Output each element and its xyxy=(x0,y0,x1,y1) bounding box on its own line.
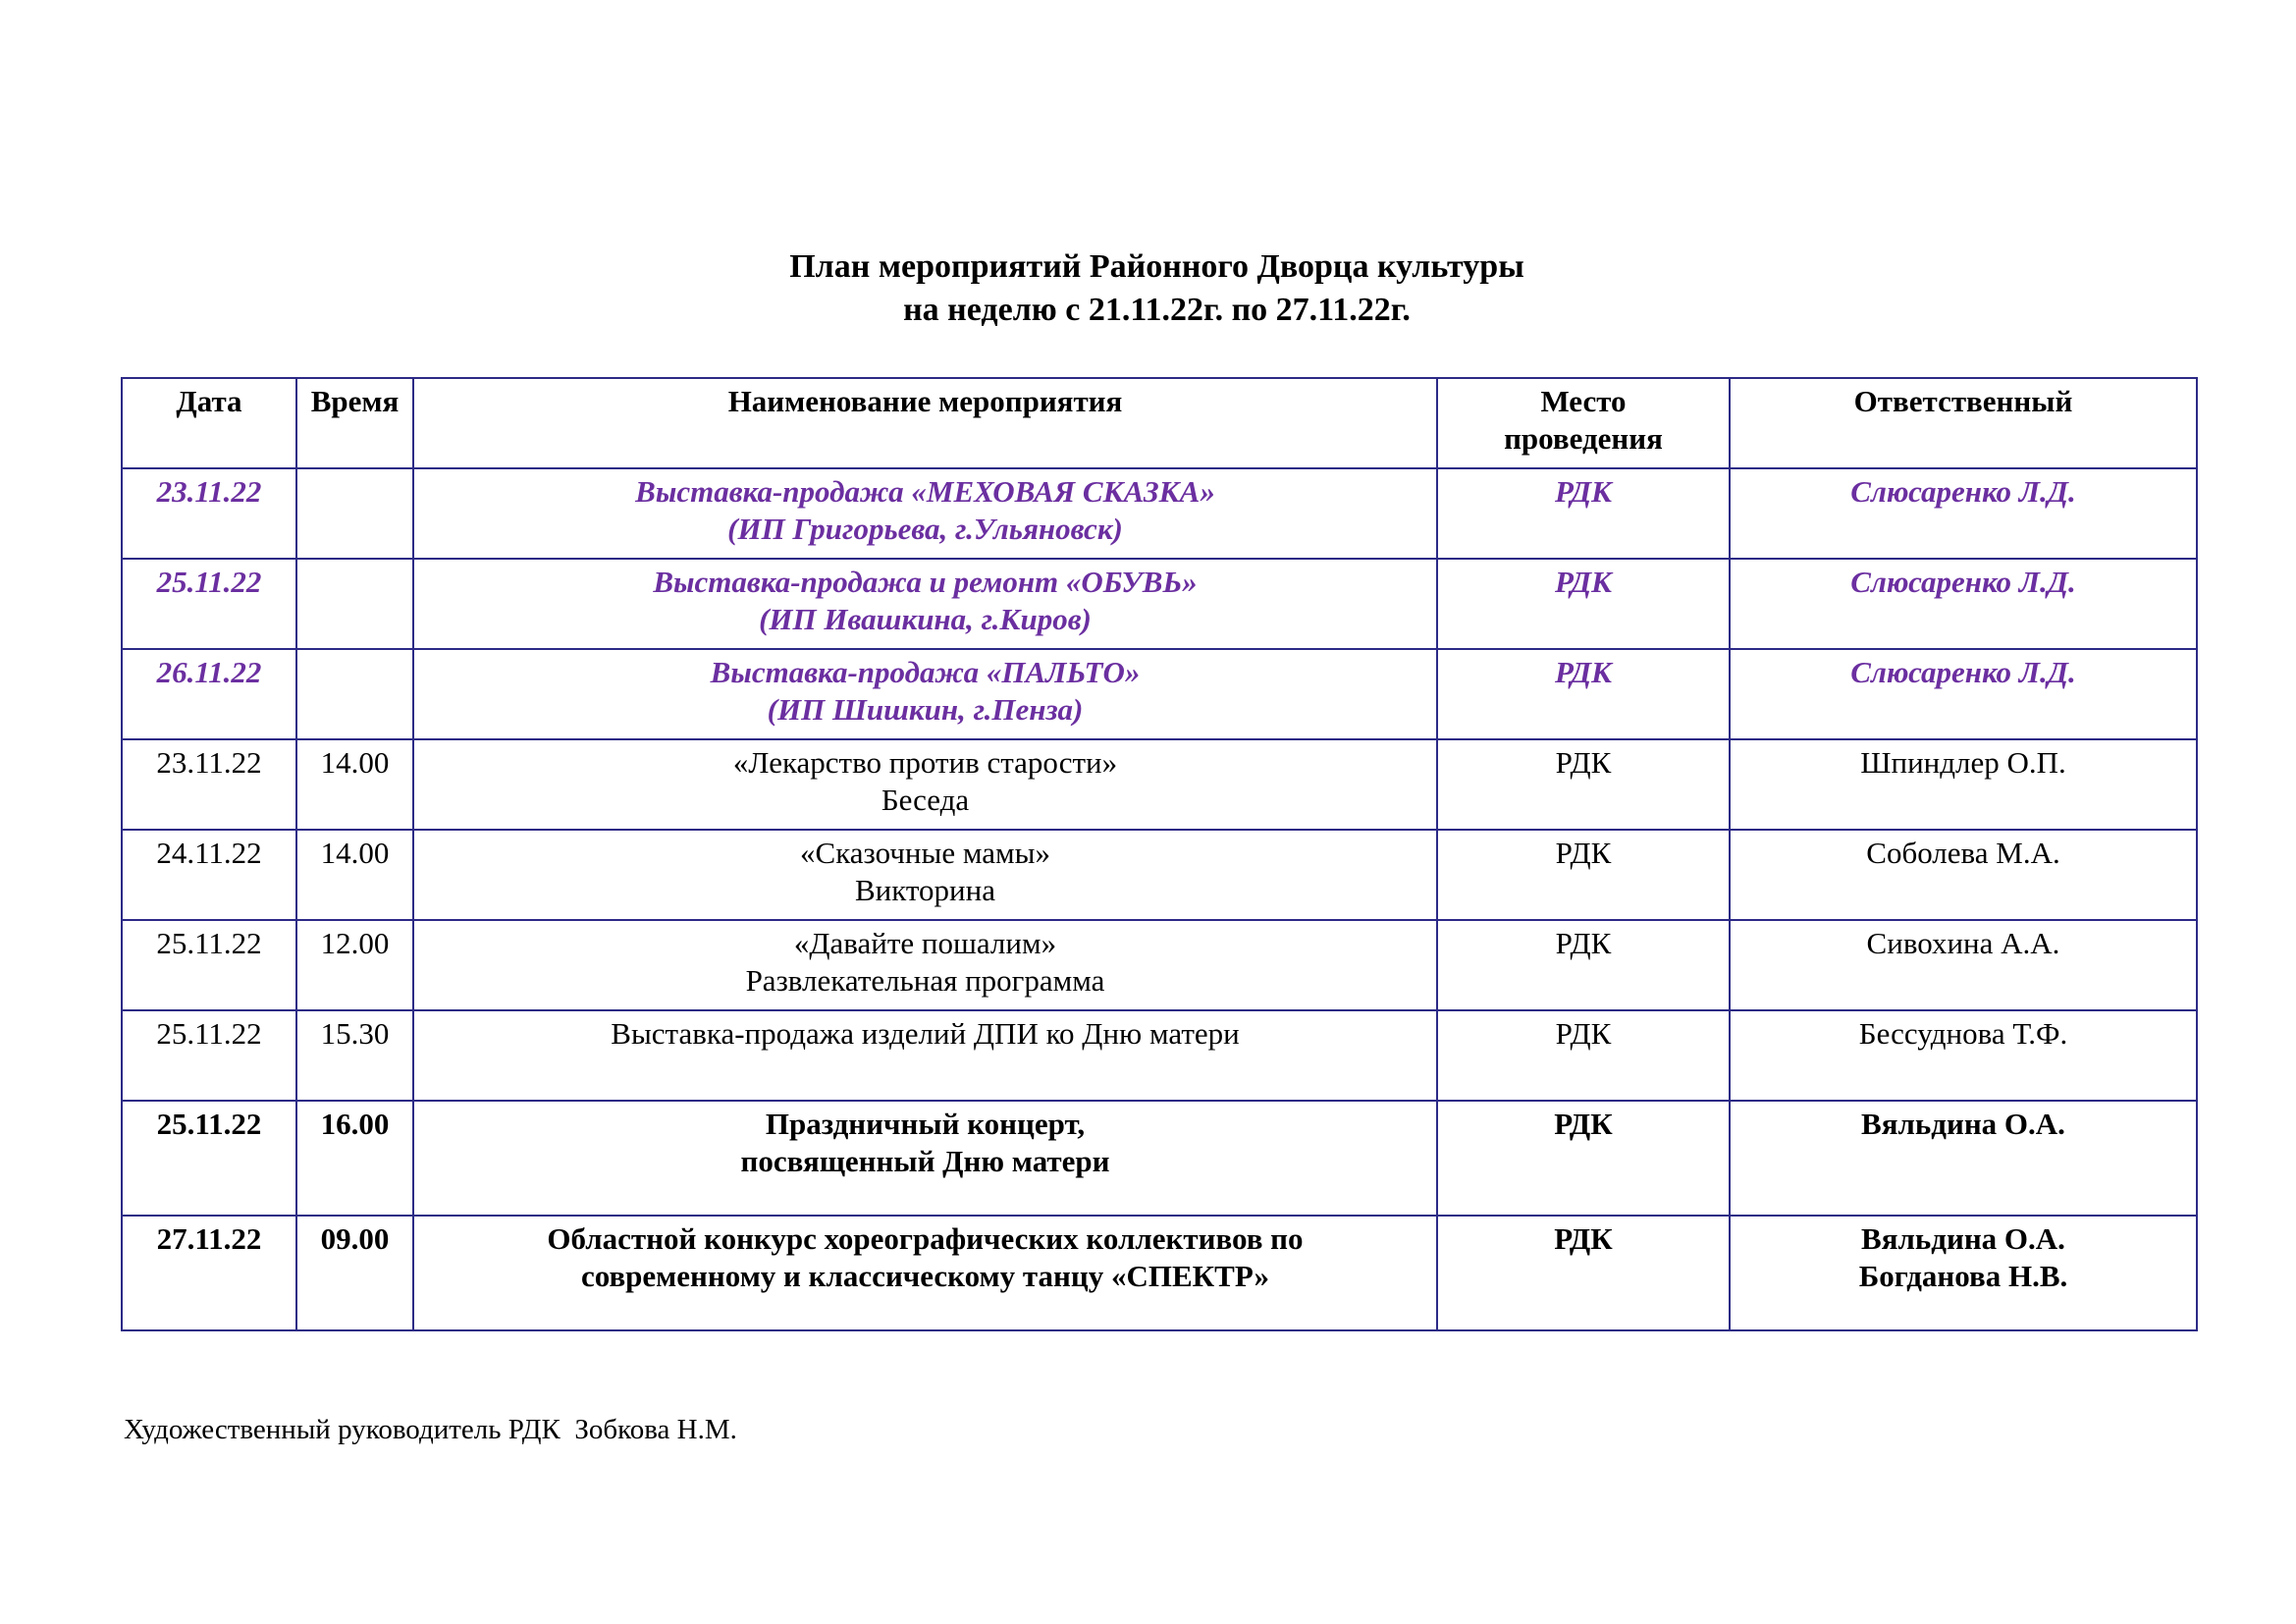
event-name-line-1: «Сказочные мамы» xyxy=(800,836,1050,870)
cell-time xyxy=(296,468,413,559)
header-place xyxy=(1437,378,1730,468)
responsible-line-1: Вяльдина О.А. xyxy=(1861,1221,2065,1256)
table-row xyxy=(122,1010,2197,1101)
cell-event-name xyxy=(413,559,1437,649)
event-name-line-1: «Лекарство против старости» xyxy=(732,745,1118,780)
cell-responsible xyxy=(1730,559,2197,649)
header-place-line-2: проведения xyxy=(1504,421,1663,456)
cell-responsible xyxy=(1730,1010,2197,1101)
responsible-line-1: Сивохина А.А. xyxy=(1866,926,2060,960)
cell-event-name xyxy=(413,739,1437,830)
cell-time: 15.30 xyxy=(296,1010,413,1101)
table-row xyxy=(122,739,2197,830)
header-responsible: Ответственный xyxy=(1730,378,2197,468)
cell-event-name xyxy=(413,468,1437,559)
cell-date: 25.11.22 xyxy=(122,559,296,649)
table-row xyxy=(122,559,2197,649)
event-name-line-2: (ИП Шишкин, г.Пенза) xyxy=(767,692,1084,727)
event-name-line-1: Областной конкурс хореографических коллективов по xyxy=(547,1221,1304,1256)
cell-place: РДК xyxy=(1437,1101,1730,1216)
cell-time: 14.00 xyxy=(296,739,413,830)
cell-place: РДК xyxy=(1437,468,1730,559)
cell-responsible xyxy=(1730,649,2197,739)
cell-place: РДК xyxy=(1437,739,1730,830)
table-row xyxy=(122,649,2197,739)
header-date: Дата xyxy=(122,378,296,468)
table-row xyxy=(122,920,2197,1010)
event-name-line-1: Выставка-продажа изделий ДПИ ко Дню матери xyxy=(611,1016,1240,1051)
table-row xyxy=(122,1101,2197,1216)
cell-place: РДК xyxy=(1437,830,1730,920)
events-table xyxy=(121,377,2198,1331)
cell-date: 26.11.22 xyxy=(122,649,296,739)
table-header-row xyxy=(122,378,2197,468)
cell-event-name xyxy=(413,1101,1437,1216)
cell-time: 16.00 xyxy=(296,1101,413,1216)
event-name-line-2: (ИП Ивашкина, г.Киров) xyxy=(759,602,1092,636)
table-row xyxy=(122,1216,2197,1330)
event-name-line-1: Выставка-продажа «ПАЛЬТО» xyxy=(710,655,1141,689)
table-row xyxy=(122,468,2197,559)
cell-date: 23.11.22 xyxy=(122,468,296,559)
cell-date: 27.11.22 xyxy=(122,1216,296,1330)
title-line-2: на неделю с 21.11.22г. по 27.11.22г. xyxy=(903,292,1411,328)
cell-event-name xyxy=(413,830,1437,920)
cell-event-name xyxy=(413,1010,1437,1101)
event-name-line-2: Викторина xyxy=(855,873,995,907)
responsible-line-2: Богданова Н.В. xyxy=(1858,1259,2068,1293)
cell-time: 12.00 xyxy=(296,920,413,1010)
cell-responsible xyxy=(1730,920,2197,1010)
cell-responsible xyxy=(1730,739,2197,830)
cell-event-name xyxy=(413,649,1437,739)
header-place-line-1: Место xyxy=(1540,384,1627,418)
event-name-line-1: «Давайте пошалим» xyxy=(793,926,1057,960)
event-name-line-1: Выставка-продажа и ремонт «ОБУВЬ» xyxy=(653,565,1198,599)
cell-time xyxy=(296,559,413,649)
header-time: Время xyxy=(296,378,413,468)
cell-date: 25.11.22 xyxy=(122,1101,296,1216)
event-name-line-1: Выставка-продажа «МЕХОВАЯ СКАЗКА» xyxy=(635,474,1215,509)
cell-date: 23.11.22 xyxy=(122,739,296,830)
responsible-line-1: Шпиндлер О.П. xyxy=(1860,745,2066,780)
event-name-line-1: Праздничный концерт, xyxy=(765,1107,1086,1141)
cell-place: РДК xyxy=(1437,649,1730,739)
responsible-line-1: Слюсаренко Л.Д. xyxy=(1850,474,2076,509)
cell-time: 09.00 xyxy=(296,1216,413,1330)
cell-place: РДК xyxy=(1437,920,1730,1010)
event-name-line-2: Беседа xyxy=(881,783,970,817)
cell-event-name xyxy=(413,920,1437,1010)
cell-place: РДК xyxy=(1437,1216,1730,1330)
cell-time: 14.00 xyxy=(296,830,413,920)
responsible-line-1: Бессуднова Т.Ф. xyxy=(1858,1016,2068,1051)
cell-date: 25.11.22 xyxy=(122,1010,296,1101)
event-name-line-2: посвященный Дню матери xyxy=(740,1144,1110,1178)
responsible-line-1: Вяльдина О.А. xyxy=(1861,1107,2065,1141)
signature-line: Художественный руководитель РДК Зобкова Н.М. xyxy=(124,1414,737,1445)
header-name: Наименование мероприятия xyxy=(413,378,1437,468)
event-name-line-2: Развлекательная программа xyxy=(745,963,1105,998)
cell-time xyxy=(296,649,413,739)
document-title xyxy=(0,245,2296,332)
responsible-line-1: Слюсаренко Л.Д. xyxy=(1850,565,2076,599)
cell-date: 25.11.22 xyxy=(122,920,296,1010)
cell-place: РДК xyxy=(1437,1010,1730,1101)
cell-responsible xyxy=(1730,468,2197,559)
title-line-1: План мероприятий Районного Дворца культуры xyxy=(789,248,1524,285)
cell-event-name xyxy=(413,1216,1437,1330)
table-row xyxy=(122,830,2197,920)
cell-place: РДК xyxy=(1437,559,1730,649)
cell-date: 24.11.22 xyxy=(122,830,296,920)
cell-responsible xyxy=(1730,1216,2197,1330)
cell-responsible xyxy=(1730,830,2197,920)
responsible-line-1: Соболева М.А. xyxy=(1866,836,2060,870)
event-name-line-2: современному и классическому танцу «СПЕКТР» xyxy=(580,1259,1270,1293)
responsible-line-1: Слюсаренко Л.Д. xyxy=(1850,655,2076,689)
cell-responsible xyxy=(1730,1101,2197,1216)
event-name-line-2: (ИП Григорьева, г.Ульяновск) xyxy=(727,512,1123,546)
